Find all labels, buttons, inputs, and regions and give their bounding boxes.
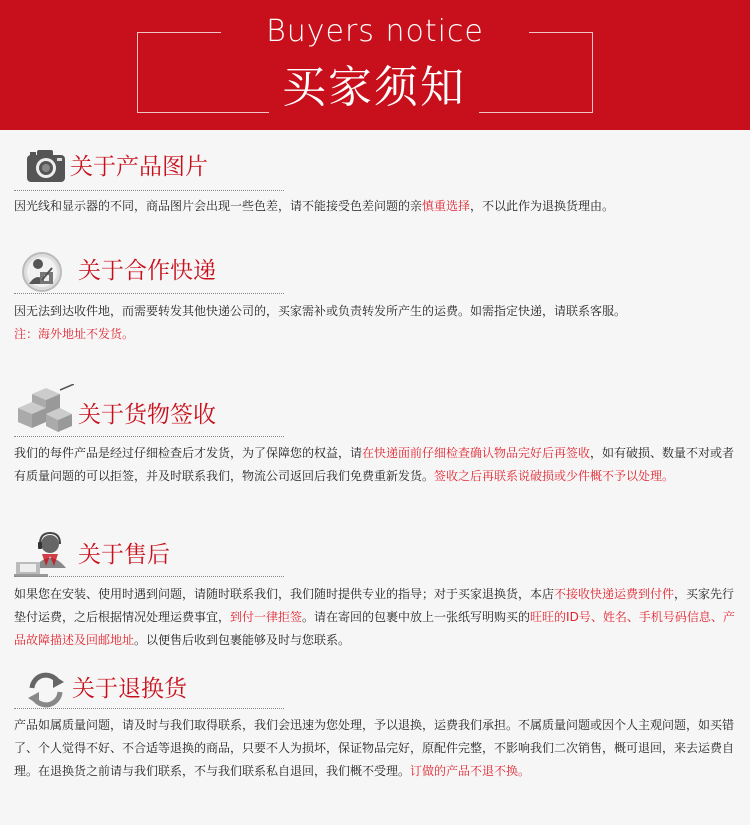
body-text: ，买家先行垫付运费，之后根据情况处理运费事宜， (14, 587, 735, 624)
section-body (14, 300, 740, 346)
body-text: 如果您在安装、使用时遇到问题，请随时联系我们，我们随时提供专业的指导；对于买家退换货，本店 (14, 587, 555, 601)
highlight-text: 注：海外地址不发货。 (14, 327, 135, 341)
highlight-text: 慎重选择 (422, 199, 471, 213)
highlight-text: 订做的产品不退不换。 (410, 764, 531, 778)
section-divider (14, 293, 284, 294)
body-text: 我们的每件产品是经过仔细检查后才发货，为了保障您的权益，请 (14, 446, 363, 460)
section-divider (14, 708, 284, 709)
customer-service-icon (14, 532, 78, 578)
section-title: 关于售后 (78, 542, 170, 568)
highlight-text: 签收之后再联系说破损或少件概不予以处理。 (434, 469, 675, 483)
section-title: 关于产品图片 (70, 154, 208, 180)
section-divider (14, 190, 284, 191)
section-paragraph (14, 714, 740, 783)
highlight-text: 旺旺的ID号、姓名、手机号码信息、产品故障描述及回邮地址 (14, 610, 735, 647)
body-text: 产品如属质量问题，请及时与我们取得联系，我们会迅速为您处理，予以退换，运费我们承担。不属质量问题或因个人主观问题，如买错了、个人觉得不好、不合适等退换的商品，只要不人为损坏，保证物品完好，原配件完整，不影响我们二次销售，概可退回，来去运费自理。在退换货之前请与我们联系，不与我们联系私自退回，我们概不受理。 (14, 718, 735, 778)
highlight-text: 不接收快递运费到付件 (554, 587, 675, 601)
section-paragraph (14, 323, 740, 346)
body-text: ，不以此作为退换货理由。 (470, 199, 615, 213)
body-text: 因光线和显示器的不同，商品图片会出现一些色差，请不能接受色差问题的亲 (14, 199, 423, 213)
body-text: 。以便售后收到包裹能够及时与您联系。 (134, 633, 351, 647)
section-title: 关于合作快递 (78, 258, 216, 284)
camera-icon (26, 148, 66, 184)
section-paragraph (14, 195, 740, 218)
highlight-text: 在快递面前仔细检查确认物品完好后再签收 (362, 446, 591, 460)
section-paragraph (14, 583, 740, 652)
body-text: ，如有破损、数量不对或者有质量问题的可以拒签，并及时联系我们，物流公司返回后我们免费重新发货。 (14, 446, 735, 483)
exchange-arrows-icon (26, 670, 66, 710)
banner-title-en: Buyers notice (221, 12, 529, 52)
section-divider (14, 436, 284, 437)
boxes-icon (14, 384, 74, 434)
section-divider (14, 576, 284, 577)
banner-title-cn: 买家须知 (269, 58, 479, 118)
highlight-text: 到付一律拒签 (230, 610, 303, 624)
section-paragraph (14, 442, 740, 488)
body-text: 。请在寄回的包裹中放上一张纸写明购买的 (302, 610, 531, 624)
courier-icon (20, 250, 68, 294)
section-body (14, 195, 740, 218)
section-body (14, 714, 740, 783)
section-title: 关于退换货 (72, 676, 187, 702)
body-text: 因无法到达收件地，而需要转发其他快递公司的，买家需补或负责转发所产生的运费。如需指定快递，请联系客服。 (14, 304, 627, 318)
section-body (14, 583, 740, 652)
notice-banner (0, 0, 750, 130)
section-paragraph (14, 300, 740, 323)
section-title: 关于货物签收 (78, 402, 216, 428)
section-body (14, 442, 740, 488)
